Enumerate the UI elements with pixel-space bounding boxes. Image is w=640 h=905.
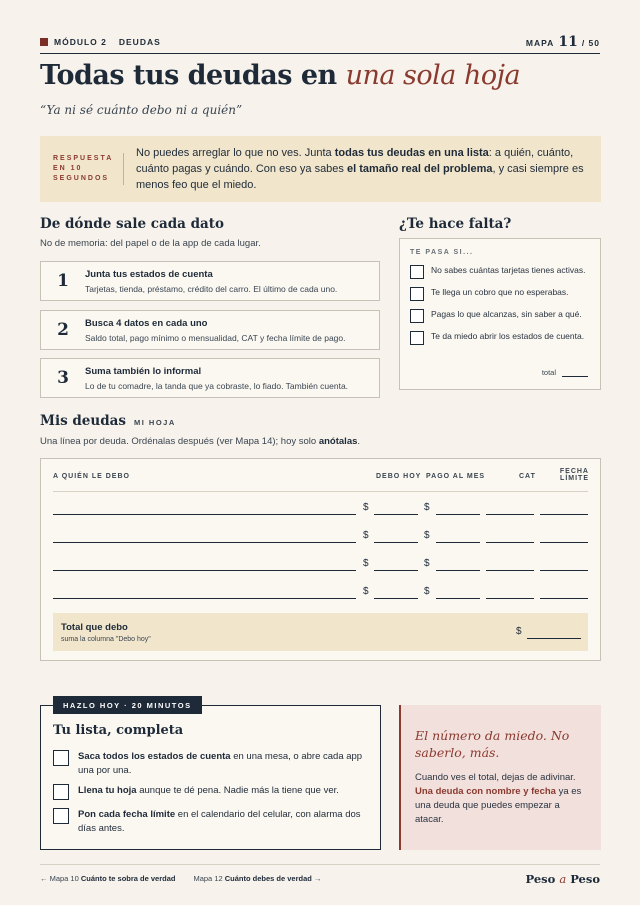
today-item: Llena tu hoja aunque te dé pena. Nadie más la tiene que ver. <box>53 784 368 800</box>
need-box <box>399 238 601 390</box>
step-desc: Tarjetas, tienda, préstamo, crédito del carro. El último de cada uno. <box>85 283 338 294</box>
need-item: No sabes cuántas tarjetas tienes activas. <box>410 264 590 279</box>
need-total: total <box>542 367 588 377</box>
debts-title: Mis deudas MI HOJA <box>40 413 176 429</box>
currency-sign: $ <box>363 558 369 569</box>
owe-today-input[interactable] <box>374 559 418 571</box>
total-row <box>53 613 588 651</box>
today-badge: HAZLO HOY · 20 MINUTOS <box>53 696 202 714</box>
creditor-input[interactable] <box>53 559 356 571</box>
due-date-input[interactable] <box>540 531 588 543</box>
need-heading: TE PASA SI... <box>410 249 474 256</box>
col-cat: CAT <box>519 473 536 480</box>
checkbox[interactable] <box>410 287 424 301</box>
checkbox[interactable] <box>410 331 424 345</box>
today-item: Saca todos los estados de cuenta en una mesa, o abre cada app una por una. <box>53 750 368 778</box>
note-box <box>399 705 601 850</box>
step-1 <box>40 261 380 301</box>
step-title: Junta tus estados de cuenta <box>85 268 213 280</box>
step-title: Busca 4 datos en cada uno <box>85 317 208 329</box>
col-monthly: PAGO AL MES <box>426 473 486 480</box>
due-date-input[interactable] <box>540 587 588 599</box>
need-item: Te da miedo abrir los estados de cuenta. <box>410 330 590 345</box>
map-counter <box>526 34 600 50</box>
total-label: Total que debo <box>61 622 128 633</box>
currency-sign: $ <box>424 502 430 513</box>
col-creditor: A QUIÉN LE DEBO <box>53 473 130 480</box>
currency-sign: $ <box>363 530 369 541</box>
cat-input[interactable] <box>486 559 534 571</box>
monthly-input[interactable] <box>436 559 480 571</box>
need-item: Te llega un cobro que no esperabas. <box>410 286 590 301</box>
module-name: MÓDULO 2 <box>54 36 107 47</box>
page-subtitle: “Ya ni sé cuánto debo ni a quién” <box>40 103 243 117</box>
due-date-input[interactable] <box>540 503 588 515</box>
debts-desc: Una línea por deuda. Ordénalas después (ver Mapa 14); hoy solo anótalas. <box>40 436 361 447</box>
brand-logo: Peso a Peso <box>525 871 600 886</box>
currency-sign: $ <box>424 558 430 569</box>
next-map-link[interactable]: Mapa 12 Cuánto debes de verdad → <box>193 874 322 883</box>
checkbox[interactable] <box>410 309 424 323</box>
today-item: Pon cada fecha límite en el calendario del celular, con alarma dos días antes. <box>53 808 368 836</box>
total-input[interactable] <box>527 625 581 639</box>
answer-text: No puedes arreglar lo que no ves. Junta todas tus deudas en una lista: a quién, cuánto, cuánto pagas y cuándo. Con eso ya sabes el tamaño real del problema, y casi siempre es menos feo que el miedo. <box>136 147 584 191</box>
total-hint: suma la columna "Debo hoy" <box>61 636 151 643</box>
note-quote: El número da miedo. No saberlo, más. <box>415 728 570 760</box>
owe-today-input[interactable] <box>374 531 418 543</box>
answer-box <box>40 136 601 202</box>
step-title: Suma también lo informal <box>85 365 202 377</box>
owe-today-input[interactable] <box>374 587 418 599</box>
step-number: 2 <box>57 320 69 340</box>
checkbox[interactable] <box>53 750 69 766</box>
col-due-date: FECHA LÍMITE <box>559 468 589 482</box>
creditor-input[interactable] <box>53 503 356 515</box>
checkbox[interactable] <box>53 808 69 824</box>
due-date-input[interactable] <box>540 559 588 571</box>
sources-desc: No de memoria: del papel o de la app de cada lugar. <box>40 238 261 249</box>
cat-input[interactable] <box>486 587 534 599</box>
checkbox[interactable] <box>53 784 69 800</box>
note-text: Cuando ves el total, dejas de adivinar. Una deuda con nombre y fecha ya es una deuda que puedes empezar a atacar. <box>415 772 582 825</box>
owe-today-input[interactable] <box>374 503 418 515</box>
currency-sign: $ <box>363 502 369 513</box>
today-box <box>40 700 381 850</box>
page-footer <box>40 864 600 892</box>
prev-map-link[interactable]: ← Mapa 10 Cuánto te sobra de verdad <box>40 874 176 883</box>
section-name: DEUDAS <box>118 36 161 47</box>
currency-sign: $ <box>363 586 369 597</box>
col-owe-today: DEBO HOY <box>376 473 422 480</box>
monthly-input[interactable] <box>436 587 480 599</box>
creditor-input[interactable] <box>53 587 356 599</box>
currency-sign: $ <box>516 626 522 637</box>
total-field[interactable] <box>562 367 588 377</box>
checkbox[interactable] <box>410 265 424 279</box>
cat-input[interactable] <box>486 531 534 543</box>
step-number: 1 <box>57 271 69 291</box>
cat-input[interactable] <box>486 503 534 515</box>
monthly-input[interactable] <box>436 503 480 515</box>
module-label <box>40 37 161 47</box>
sources-title: De dónde sale cada dato <box>40 216 225 232</box>
need-item: Pagas lo que alcanzas, sin saber a qué. <box>410 308 590 323</box>
map-label: MAPA <box>525 37 555 48</box>
step-3 <box>40 358 380 398</box>
debts-table <box>40 458 601 661</box>
currency-sign: $ <box>424 586 430 597</box>
map-total: / 50 <box>581 37 600 48</box>
debts-tag: MI HOJA <box>134 418 176 427</box>
step-desc: Lo de tu comadre, la tanda que ya cobraste, lo fiado. También cuenta. <box>85 380 349 391</box>
currency-sign: $ <box>424 530 430 541</box>
monthly-input[interactable] <box>436 531 480 543</box>
need-title: ¿Te hace falta? <box>399 216 512 232</box>
map-number: 11 <box>558 33 578 50</box>
step-desc: Saldo total, pago mínimo o mensualidad, CAT y fecha límite de pago. <box>85 332 346 343</box>
page-title: Todas tus deudas en una sola hoja <box>40 60 521 91</box>
title-accent: una sola hoja <box>345 60 521 91</box>
step-2 <box>40 310 380 350</box>
answer-label: RESPUESTA EN 10 SEGUNDOS <box>40 153 124 185</box>
module-square-icon <box>40 38 48 46</box>
creditor-input[interactable] <box>53 531 356 543</box>
today-title: Tu lista, completa <box>53 723 184 738</box>
page-header <box>40 30 600 54</box>
step-number: 3 <box>57 368 69 388</box>
